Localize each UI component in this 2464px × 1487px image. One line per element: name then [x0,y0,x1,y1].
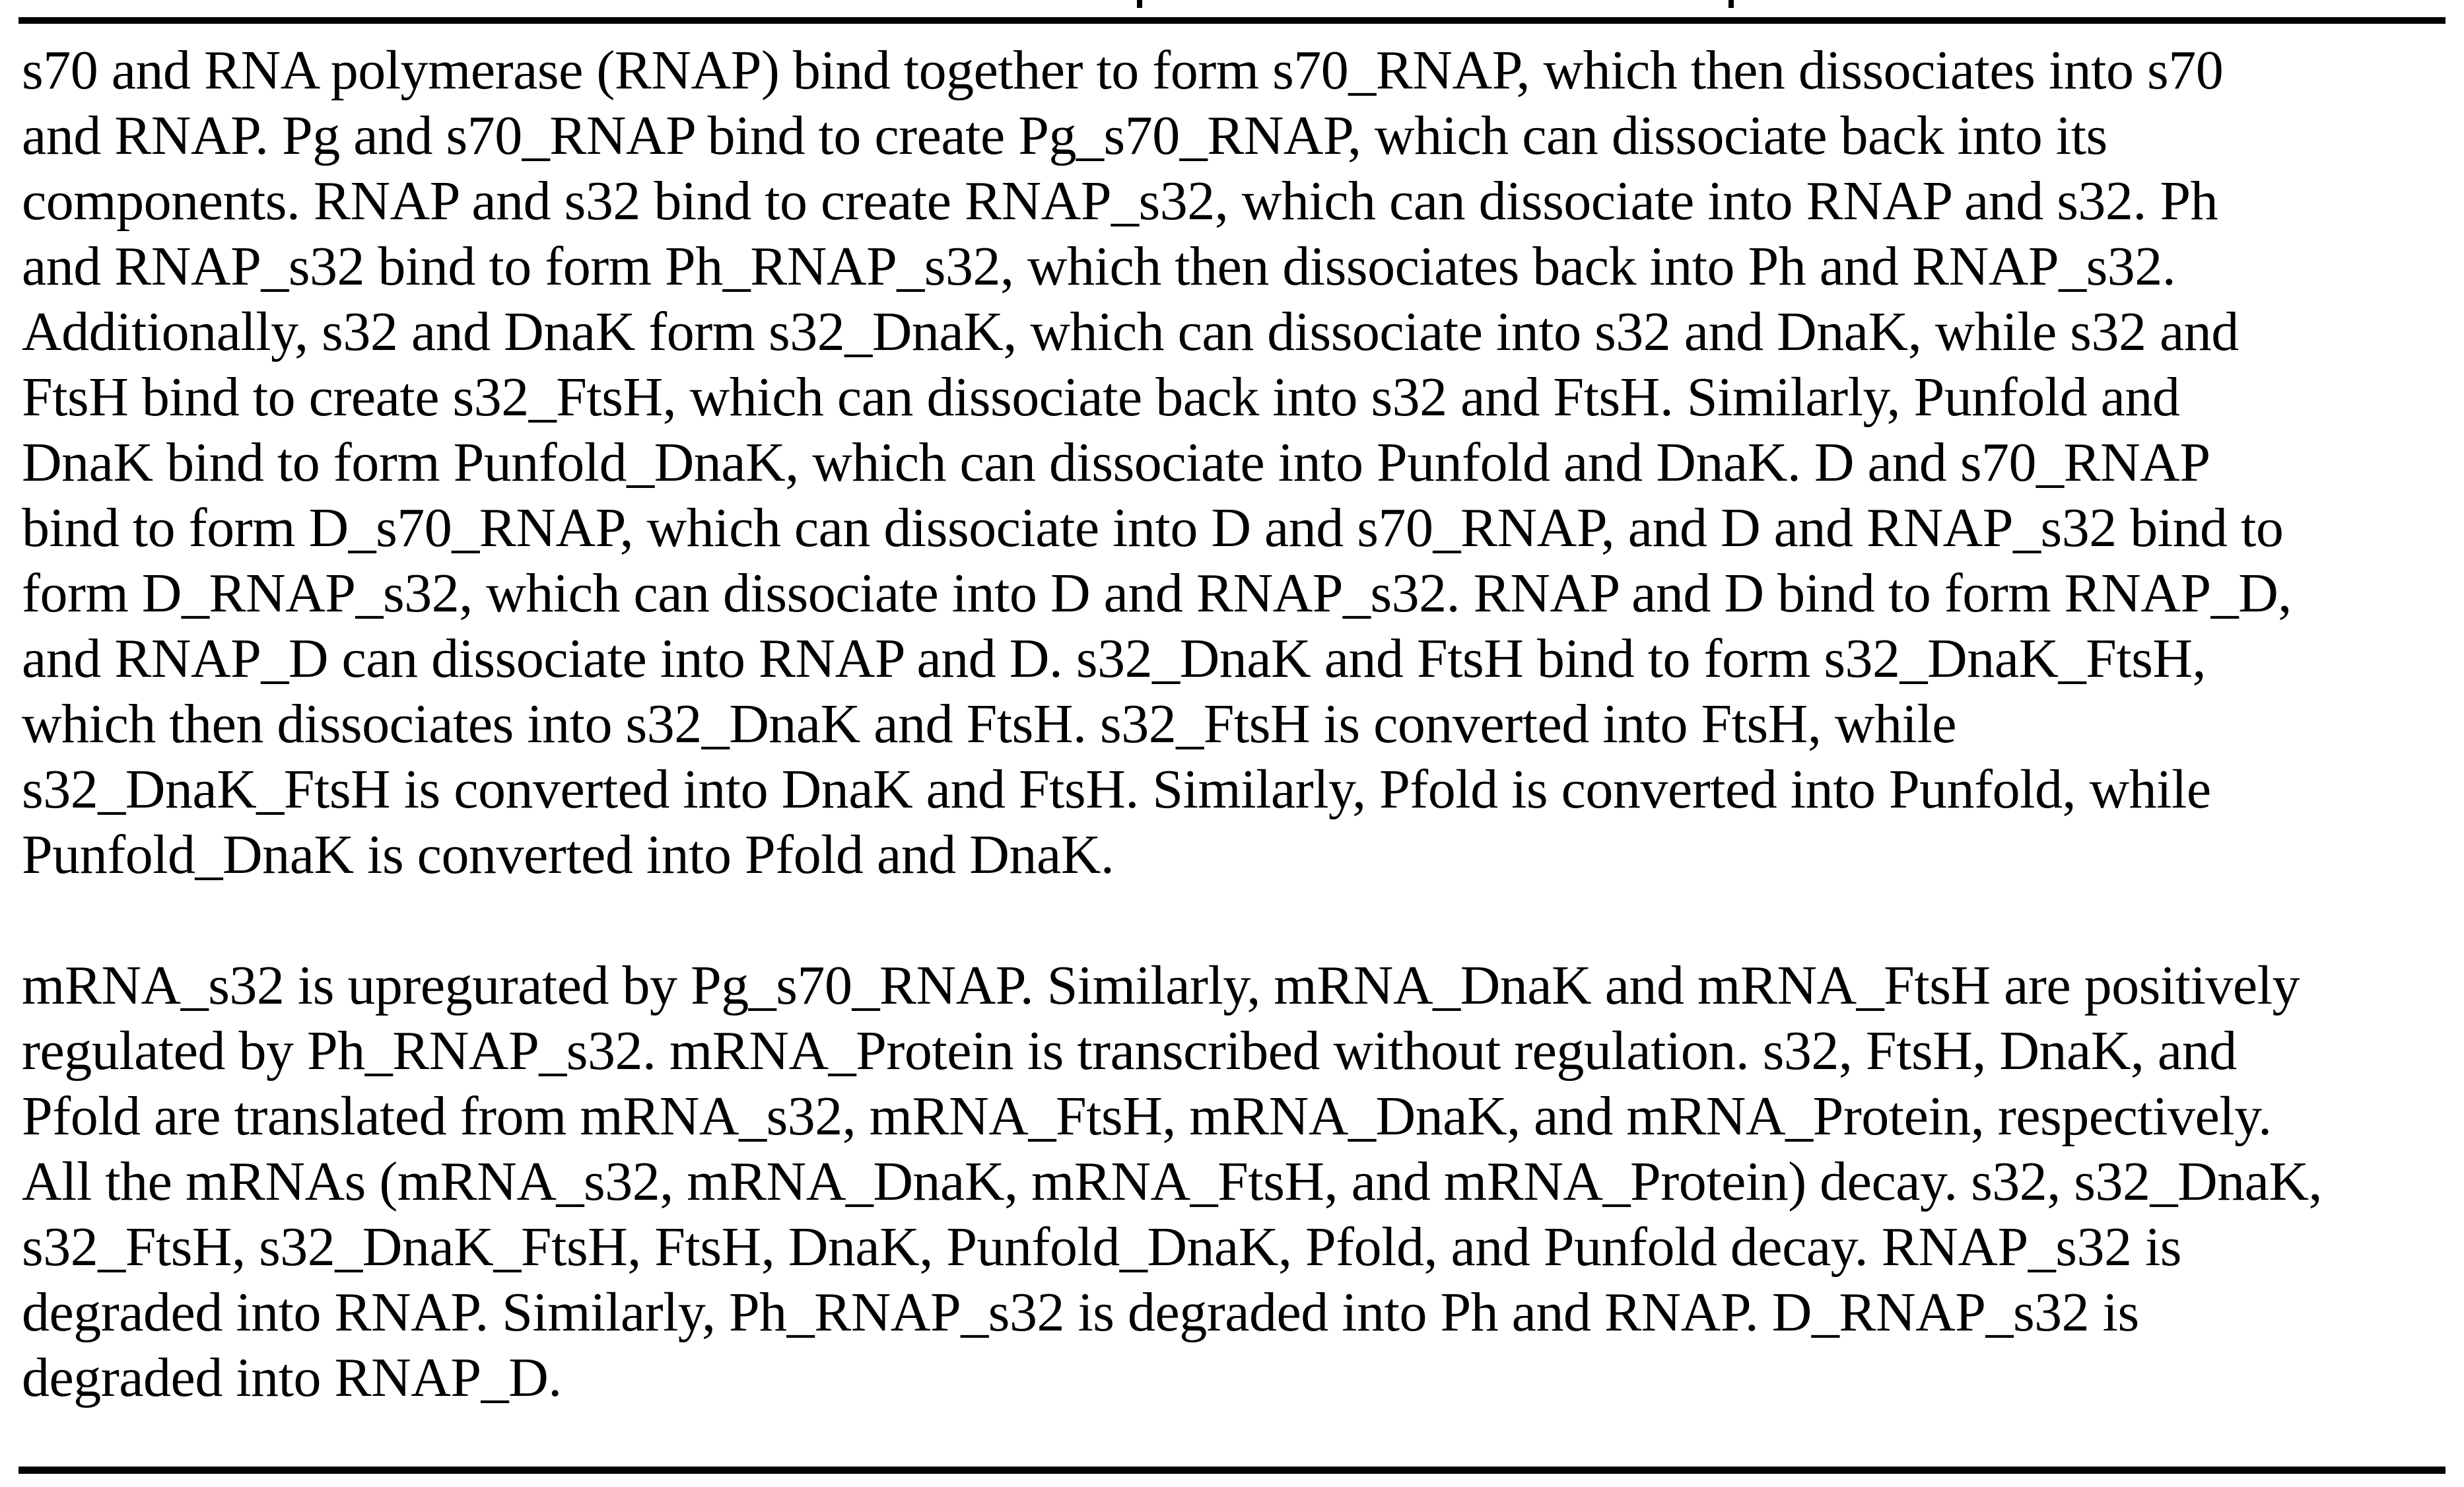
cropped-descender-mark [1728,0,1734,8]
text-line: Punfold_DnaK is converted into Pfold and DnaK. [22,824,1114,885]
text-line: s70 and RNA polymerase (RNAP) bind together to form s70_RNAP, which then dissociates into s70 [22,40,2224,101]
text-line: mRNA_s32 is upregurated by Pg_s70_RNAP. Similarly, mRNA_DnaK and mRNA_FtsH are positively [22,955,2300,1016]
text-line: and RNAP_s32 bind to form Ph_RNAP_s32, which then dissociates back into Ph and RNAP_s32. [22,236,2176,297]
text-line: and RNAP. Pg and s70_RNAP bind to create Pg_s70_RNAP, which can dissociate back into its [22,105,2107,166]
text-line: Additionally, s32 and DnaK form s32_DnaK, which can dissociate into s32 and DnaK, while s32 and [22,301,2239,363]
text-line: degraded into RNAP_D. [22,1347,562,1408]
top-horizontal-rule [18,17,2446,24]
text-line: regulated by Ph_RNAP_s32. mRNA_Protein is transcribed without regulation. s32, FtsH, DnaK, and [22,1020,2237,1082]
text-line: degraded into RNAP. Similarly, Ph_RNAP_s32 is degraded into Ph and RNAP. D_RNAP_s32 is [22,1282,2139,1343]
text-line: All the mRNAs (mRNA_s32, mRNA_DnaK, mRNA_FtsH, and mRNA_Protein) decay. s32, s32_DnaK, [22,1151,2323,1212]
text-line: form D_RNAP_s32, which can dissociate into D and RNAP_s32. RNAP and D bind to form RNAP_D, [22,563,2292,624]
text-line: which then dissociates into s32_DnaK and FtsH. s32_FtsH is converted into FtsH, while [22,693,1956,755]
text-line: FtsH bind to create s32_FtsH, which can dissociate back into s32 and FtsH. Similarly, Punfold and [22,366,2180,428]
model-description-text [22,38,2451,1410]
text-line: Pfold are translated from mRNA_s32, mRNA_FtsH, mRNA_DnaK, and mRNA_Protein, respectively. [22,1086,2272,1147]
text-line: s32_DnaK_FtsH is converted into DnaK and FtsH. Similarly, Pfold is converted into Punfold, while [22,759,2211,820]
text-line: s32_FtsH, s32_DnaK_FtsH, FtsH, DnaK, Punfold_DnaK, Pfold, and Punfold decay. RNAP_s32 is [22,1216,2181,1278]
text-line: DnaK bind to form Punfold_DnaK, which can dissociate into Punfold and DnaK. D and s70_RNAP [22,432,2210,493]
text-line: and RNAP_D can dissociate into RNAP and D. s32_DnaK and FtsH bind to form s32_DnaK_FtsH, [22,628,2207,689]
paragraph-reaction-network-description [22,38,2451,887]
bottom-horizontal-rule [18,1467,2446,1474]
text-line: components. RNAP and s32 bind to create RNAP_s32, which can dissociate into RNAP and s32. Ph [22,170,2218,232]
cropped-descender-mark [1137,0,1142,8]
paragraph-regulation-and-decay-description [22,953,2451,1410]
text-line: bind to form D_s70_RNAP, which can dissociate into D and s70_RNAP, and D and RNAP_s32 bind to [22,497,2284,559]
